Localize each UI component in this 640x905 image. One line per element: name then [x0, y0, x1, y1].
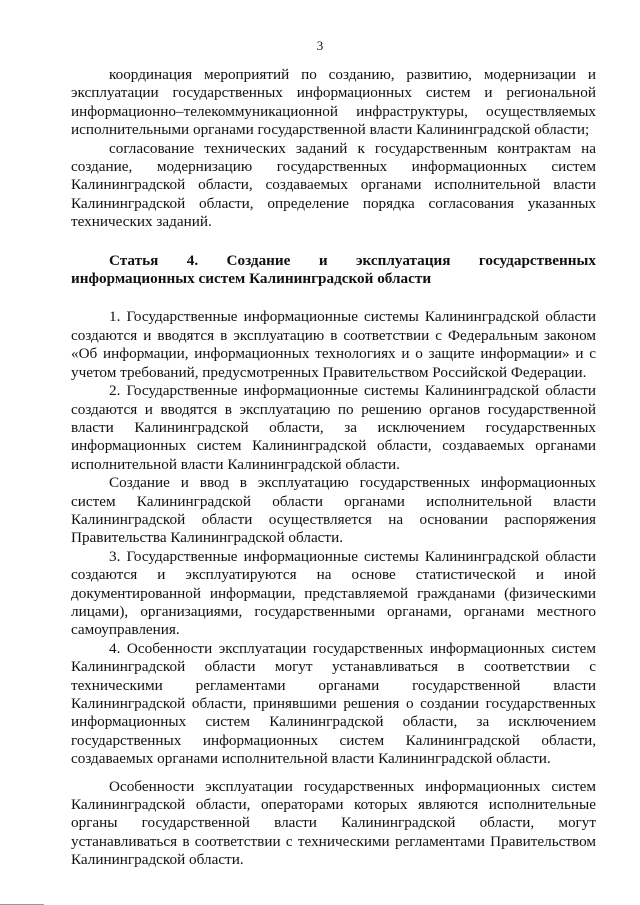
paragraph-item-1: 1. Государственные информационные системы Калининградской области создаются и вводятся в эксплуатацию в соответствии с Федеральным законом «Об информации, информационных технологиях и о защите информации» и с учетом требований, предусмотренных Правительством Российской Федерации. — [71, 308, 596, 381]
paragraph-item-3: 3. Государственные информационные системы Калининградской области создаются и эксплуатируются на основе статистической и иной документированной информации, представляемой гражданами (физическими лицами), организациями, государственными органами, органами местного самоуправления. — [71, 547, 596, 639]
paragraph-item-2-continuation: Создание и ввод в эксплуатацию государственных информационных систем Калининградской области органами исполнительной власти Калининградской области осуществляется на основании распоряжения Правительства Калининградской области. — [71, 474, 596, 547]
paragraph-item-4-continuation: Особенности эксплуатации государственных информационных систем Калининградской области, операторами которых являются исполнительные органы государственной власти Калининградской области, могут устанавливаться в соответствии с техническими регламентами Правительством Калининградской области. — [71, 777, 596, 869]
paragraph-item-4: 4. Особенности эксплуатации государственных информационных систем Калининградской области могут устанавливаться в соответствии с техническими регламентами органами государственной власти Калининградской области, принявшими решения о создании государственных информационных систем Калининградской области, за исключением государственных информационных систем Калининградской области, создаваемых органами исполнительной власти Калининградской области. — [71, 639, 596, 768]
page-number: 3 — [316, 38, 324, 53]
paragraph-tech-specs: согласование технических заданий к государственным контрактам на создание, модернизацию государственных информационных систем Калининградской области, создаваемых органами исполнительной власти Калининградской области, определение порядка согласования указанных технических заданий. — [71, 139, 596, 231]
paragraph-item-2: 2. Государственные информационные системы Калининградской области создаются и вводятся в эксплуатацию по решению органов государственной власти Калининградской области, за исключением государственных информационных систем Калининградской области, создаваемых органами исполнительной власти Калининградской области. — [71, 382, 596, 473]
article-heading: Статья 4. Создание и эксплуатация государственных информационных систем Калининградской области — [71, 251, 596, 288]
paragraph-coordination: координация мероприятий по созданию, развитию, модернизации и эксплуатации государственных информационных систем и региональной информационно–телекоммуникационной инфраструктуры, осуществляемых исполнительными органами государственной власти Калининградской области; — [71, 66, 596, 139]
document-body — [71, 66, 596, 870]
